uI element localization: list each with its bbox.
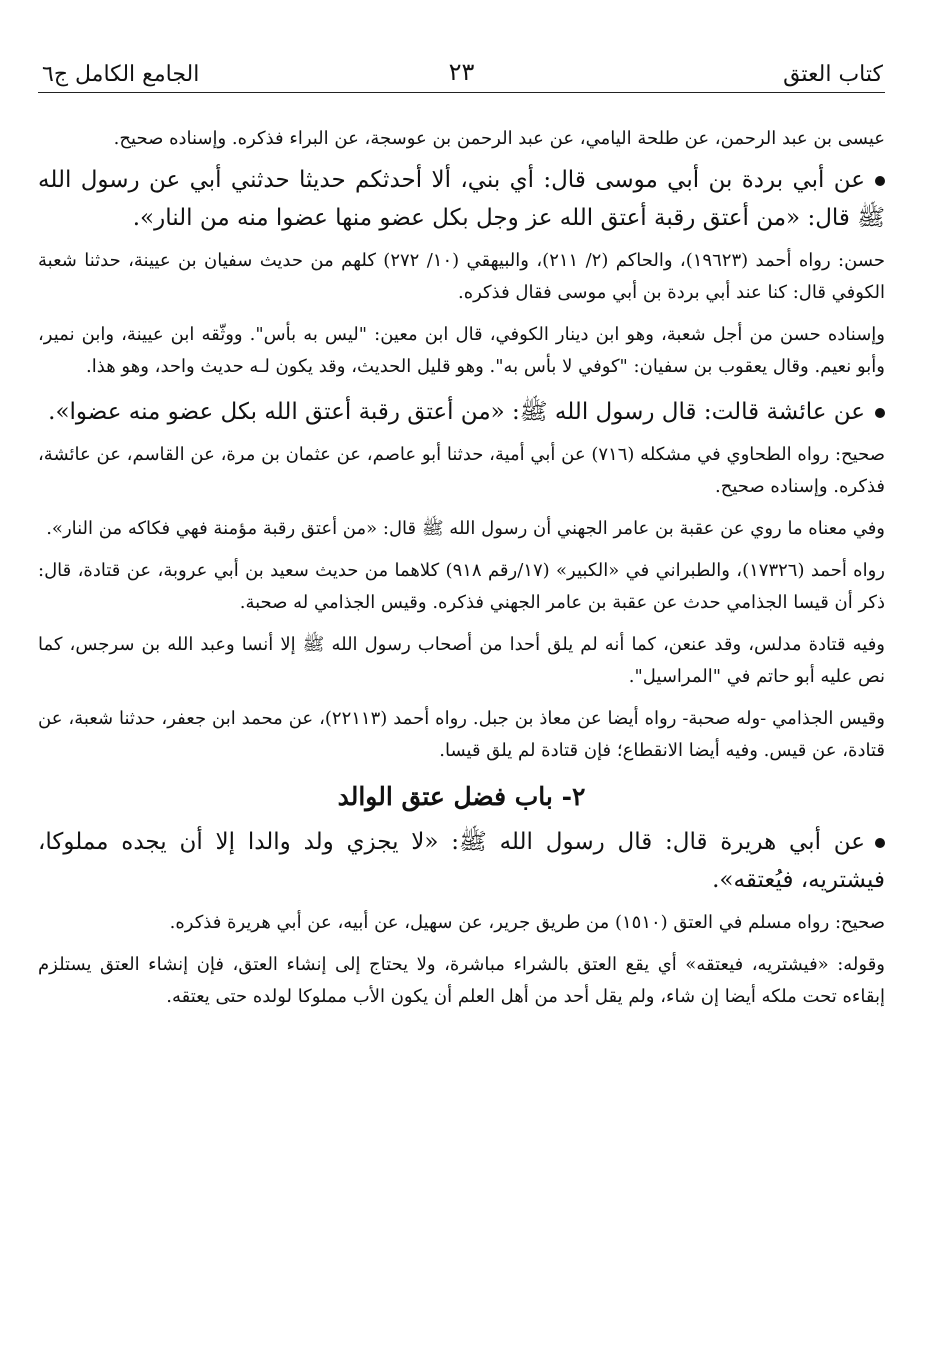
takhrij-paragraph: صحيح: رواه مسلم في العتق (١٥١٠) من طريق جرير، عن سهيل، عن أبيه، عن أبي هريرة فذكره. [169, 912, 885, 933]
chapter-title: كتاب العتق [783, 62, 883, 87]
bullet-icon [875, 176, 885, 186]
page-header [38, 48, 885, 93]
hadith-abu-huraira [38, 823, 885, 899]
paragraph-continuation: عيسى بن عبد الرحمن، عن طلحة اليامي، عن عبد الرحمن بن عوسجة، عن البراء فذكره. وإسناده صحيح. [113, 128, 885, 149]
commentary-paragraph: وقوله: «فيشتريه، فيعتقه» أي يقع العتق بالشراء مباشرة، ولا يحتاج إلى إنشاء العتق، فإن إنشاء العتق يستلزم إبقاءه تحت ملكه أيضا إن شاء، ولم يقل أحد من أهل العلم أن يكون الأب مملوكا لولده حتى يعتقه. [38, 954, 885, 1007]
page-body [38, 123, 885, 1013]
commentary-paragraph: وفيه قتادة مدلس، وقد عنعن، كما أنه لم يلق أحدا من أصحاب رسول الله ﷺ إلا أنسا وعبد الله بن سرجس، كما نص عليه أبو حاتم في "المراسيل". [38, 634, 885, 687]
hadith-abu-burda [38, 161, 885, 237]
book-title: الجامع الكامل ج٦ [42, 62, 200, 87]
takhrij-paragraph: صحيح: رواه الطحاوي في مشكله (٧١٦) عن أبي أمية، حدثنا أبو عاصم، عن عثمان بن مرة، عن القاسم، عن عائشة، فذكره. وإسناده صحيح. [38, 444, 885, 497]
bullet-icon [875, 838, 885, 848]
hadith-text: عن عائشة قالت: قال رسول الله ﷺ: «من أعتق رقبة أعتق الله بكل عضو منه عضوا». [48, 399, 865, 425]
section-title: ٢- باب فضل عتق الوالد [337, 782, 586, 811]
page-number: ٢٣ [448, 58, 475, 86]
bullet-icon [875, 408, 885, 418]
isnad-paragraph: وإسناده حسن من أجل شعبة، وهو ابن دينار الكوفي، قال ابن معين: "ليس به بأس". ووثّقه ابن عيينة، وابن نمير، وأبو نعيم. وقال يعقوب بن سفيان: "كوفي لا بأس به". وهو قليل الحديث، وقد يكون لـه حديث واحد، وهو هذا. [38, 324, 885, 377]
book-page [38, 48, 885, 1371]
hadith-text: عن أبي هريرة قال: قال رسول الله ﷺ: «لا يجزي ولد والدا إلا أن يجده مملوكا، فيشتريه، فيُعتقه». [38, 829, 885, 893]
takhrij-paragraph: رواه أحمد (١٧٣٢٦)، والطبراني في «الكبير» (١٧/رقم ٩١٨) كلاهما من حديث سعيد بن أبي عروبة، عن قتادة، قال: ذكر أن قيسا الجذامي حدث عن عقبة بن عامر الجهني فذكره. وقيس الجذامي له صحبة. [38, 560, 885, 613]
hadith-text: عن أبي بردة بن أبي موسى قال: أي بني، ألا أحدثكم حديثا حدثني أبي عن رسول الله ﷺ قال: «من أعتق رقبة أعتق الله عز وجل بكل عضو منها عضوا منه من النار». [38, 167, 885, 231]
takhrij-paragraph: حسن: رواه أحمد (١٩٦٢٣)، والحاكم (٢/ ٢١١)، والبيهقي (١٠/ ٢٧٢) كلهم من حديث سفيان بن عيينة، حدثنا شعبة الكوفي قال: كنا عند أبي بردة بن أبي موسى فقال فذكره. [38, 250, 886, 303]
related-narration-paragraph: وفي معناه ما روي عن عقبة بن عامر الجهني أن رسول الله ﷺ قال: «من أعتق رقبة مؤمنة فهي فكاكه من النار». [46, 518, 885, 539]
commentary-paragraph: وقيس الجذامي -وله صحبة- رواه أيضا عن معاذ بن جبل. رواه أحمد (٢٢١١٣)، عن محمد ابن جعفر، حدثنا شعبة، عن قتادة، عن قيس. وفيه أيضا الانقطاع؛ فإن قتادة لم يلق قيسا. [38, 708, 885, 761]
hadith-aisha [38, 393, 885, 431]
